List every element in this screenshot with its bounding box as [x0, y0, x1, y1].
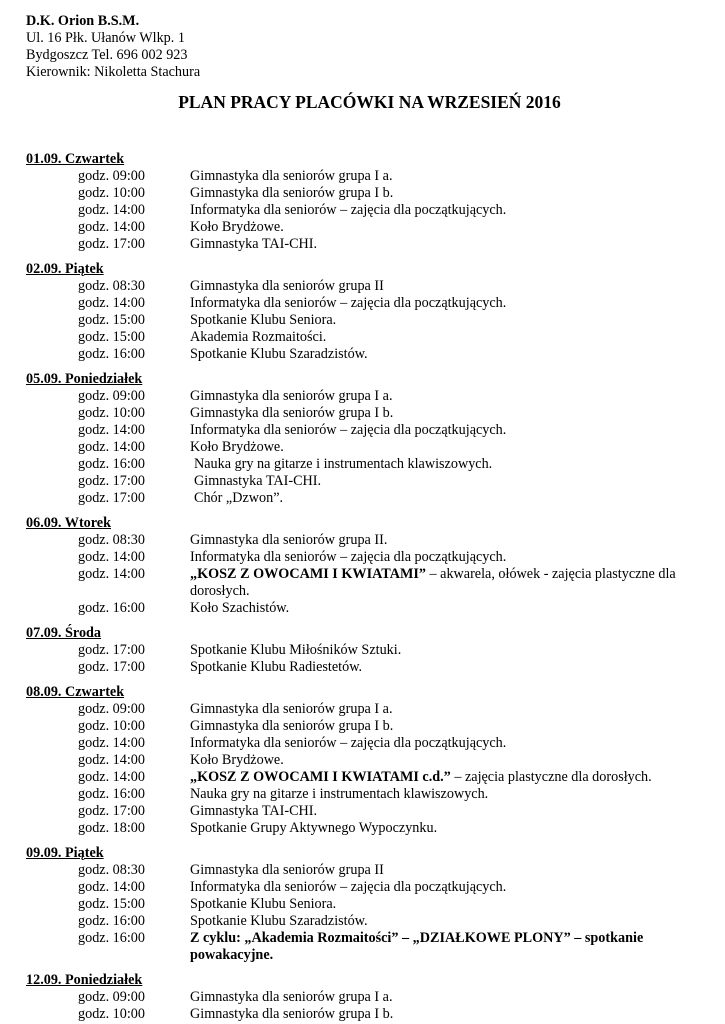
schedule-entry: [26, 236, 706, 253]
day-block: [26, 371, 706, 507]
schedule-entry: [26, 168, 706, 185]
day-spacer: [26, 676, 706, 684]
organization-address: Ul. 16 Płk. Ułanów Wlkp. 1: [26, 30, 185, 46]
entry-time: godz. 17:00: [78, 642, 145, 658]
entry-time: godz. 17:00: [78, 236, 145, 252]
entry-activity-text: Koło Brydżowe.: [190, 219, 284, 235]
entry-activity-text: Koło Szachistów.: [190, 600, 290, 616]
entry-activity-text: Gimnastyka dla seniorów grupa II: [190, 278, 384, 294]
schedule-entry: [26, 388, 706, 405]
day-spacer: [26, 837, 706, 845]
entry-time: godz. 10:00: [78, 1006, 145, 1022]
entry-activity: [180, 769, 706, 786]
entry-activity-text: Chór „Dzwon”.: [194, 490, 284, 506]
day-block: [26, 151, 706, 253]
schedule-entry: [26, 295, 706, 312]
entry-activity: [180, 752, 706, 769]
day-spacer: [26, 964, 706, 972]
entry-activity-text: Akademia Rozmaitości.: [190, 329, 327, 345]
entry-activity-text: Informatyka dla seniorów – zajęcia dla początkujących.: [190, 202, 507, 218]
entry-activity: [180, 346, 706, 363]
entry-activity-text: Informatyka dla seniorów – zajęcia dla początkujących.: [190, 422, 507, 438]
schedule-entry: [26, 278, 706, 295]
entry-activity: [180, 930, 706, 964]
schedule-entry: [26, 913, 706, 930]
schedule-entry: [26, 659, 706, 676]
schedule-entry: [26, 473, 706, 490]
entry-time: godz. 16:00: [78, 456, 145, 472]
schedule-entry: [26, 803, 706, 820]
entry-time: godz. 17:00: [78, 490, 145, 506]
schedule-entry: [26, 219, 706, 236]
entry-activity-text: Spotkanie Klubu Szaradzistów.: [190, 346, 368, 362]
schedule-entry: [26, 879, 706, 896]
entry-activity: [180, 202, 706, 219]
entry-time: godz. 08:30: [78, 532, 145, 548]
entry-time: godz. 14:00: [78, 202, 145, 218]
entry-time: godz. 08:30: [78, 278, 145, 294]
entry-time: godz. 16:00: [78, 913, 145, 929]
schedule-entry: [26, 701, 706, 718]
schedule-entry: [26, 202, 706, 219]
day-spacer: [26, 253, 706, 261]
schedule-entry: [26, 896, 706, 913]
organization-header: [26, 13, 426, 81]
entry-time: godz. 08:30: [78, 862, 145, 878]
entry-activity: [180, 473, 706, 490]
entry-activity: [180, 896, 706, 913]
entry-activity: [180, 278, 706, 295]
schedule-entry: [26, 439, 706, 456]
day-block: [26, 261, 706, 363]
entry-activity: [180, 422, 706, 439]
day-spacer: [26, 507, 706, 515]
schedule-entry: [26, 1006, 706, 1023]
day-block: [26, 845, 706, 964]
entry-activity-text: Spotkanie Klubu Miłośników Sztuki.: [190, 642, 402, 658]
entry-activity-text: Informatyka dla seniorów – zajęcia dla początkujących.: [190, 549, 507, 565]
schedule-entry: [26, 329, 706, 346]
entry-activity: [180, 405, 706, 422]
entry-time: godz. 16:00: [78, 930, 145, 946]
entry-activity: [180, 659, 706, 676]
day-spacer: [26, 617, 706, 625]
schedule-entry: [26, 930, 706, 964]
day-heading: 06.09. Wtorek: [26, 515, 111, 531]
entry-time: godz. 09:00: [78, 989, 145, 1005]
schedule: [26, 151, 706, 1023]
entry-time: godz. 16:00: [78, 786, 145, 802]
entry-activity: [180, 600, 706, 617]
schedule-entry: [26, 346, 706, 363]
entry-activity: [180, 718, 706, 735]
entry-activity-text: Koło Brydżowe.: [190, 752, 284, 768]
entry-activity: [180, 168, 706, 185]
entry-time: godz. 14:00: [78, 735, 145, 751]
entry-activity-highlight: „KOSZ Z OWOCAMI I KWIATAMI”: [190, 566, 426, 582]
entry-time: godz. 14:00: [78, 295, 145, 311]
entry-activity: [180, 803, 706, 820]
entry-activity: [180, 879, 706, 896]
entry-activity-highlight: „KOSZ Z OWOCAMI I KWIATAMI c.d.”: [190, 769, 451, 785]
schedule-entry: [26, 786, 706, 803]
day-heading: 05.09. Poniedziałek: [26, 371, 143, 387]
entry-time: godz. 15:00: [78, 312, 145, 328]
day-block: [26, 972, 706, 1023]
entry-activity-text: Koło Brydżowe.: [190, 439, 284, 455]
entry-time: godz. 17:00: [78, 473, 145, 489]
schedule-entry: [26, 600, 706, 617]
entry-time: godz. 09:00: [78, 388, 145, 404]
entry-time: godz. 09:00: [78, 701, 145, 717]
entry-time: godz. 14:00: [78, 549, 145, 565]
entry-activity: [180, 312, 706, 329]
entry-activity-text: Spotkanie Klubu Radiestetów.: [190, 659, 363, 675]
schedule-entry: [26, 490, 706, 507]
entry-time: godz. 09:00: [78, 168, 145, 184]
entry-activity: [180, 236, 706, 253]
day-spacer: [26, 363, 706, 371]
entry-activity: [180, 1006, 706, 1023]
entry-time: godz. 10:00: [78, 718, 145, 734]
entry-time: godz. 14:00: [78, 769, 145, 785]
schedule-entry: [26, 532, 706, 549]
day-heading: 02.09. Piątek: [26, 261, 104, 277]
day-heading: 01.09. Czwartek: [26, 151, 125, 167]
entry-activity-text: Gimnastyka dla seniorów grupa I a.: [190, 168, 393, 184]
entry-activity-text: Spotkanie Grupy Aktywnego Wypoczynku.: [190, 820, 438, 836]
entry-activity: [180, 642, 706, 659]
entry-time: godz. 18:00: [78, 820, 145, 836]
entry-activity-text: Nauka gry na gitarze i instrumentach klawiszowych.: [190, 786, 489, 802]
schedule-entry: [26, 718, 706, 735]
entry-time: godz. 16:00: [78, 346, 145, 362]
day-heading: 09.09. Piątek: [26, 845, 104, 861]
entry-time: godz. 10:00: [78, 405, 145, 421]
entry-activity-text: Gimnastyka dla seniorów grupa I b.: [190, 185, 394, 201]
entry-time: godz. 15:00: [78, 896, 145, 912]
day-heading: 12.09. Poniedziałek: [26, 972, 143, 988]
entry-activity: [180, 989, 706, 1006]
entry-activity-text: Spotkanie Klubu Seniora.: [190, 896, 337, 912]
entry-activity-text: – akwarela, ołówek - zajęcia plastyczne dla dorosłych.: [190, 566, 676, 599]
entry-activity-text: Nauka gry na gitarze i instrumentach klawiszowych.: [194, 456, 493, 472]
schedule-entry: [26, 769, 706, 786]
entry-activity: [180, 219, 706, 236]
entry-activity: [180, 786, 706, 803]
document-title: PLAN PRACY PLACÓWKI NA WRZESIEŃ 2016: [178, 92, 561, 112]
schedule-entry: [26, 752, 706, 769]
entry-activity: [180, 735, 706, 752]
entry-activity-text: Gimnastyka TAI-CHI.: [194, 473, 322, 489]
entry-activity-text: Gimnastyka dla seniorów grupa I a.: [190, 388, 393, 404]
schedule-entry: [26, 185, 706, 202]
schedule-entry: [26, 312, 706, 329]
entry-activity-text: Spotkanie Klubu Szaradzistów.: [190, 913, 368, 929]
schedule-entry: [26, 422, 706, 439]
schedule-entry: [26, 549, 706, 566]
entry-time: godz. 17:00: [78, 659, 145, 675]
day-heading: 07.09. Środa: [26, 625, 102, 641]
entry-activity: [180, 329, 706, 346]
entry-activity-text: Gimnastyka dla seniorów grupa II.: [190, 532, 388, 548]
entry-activity: [180, 532, 706, 549]
entry-activity-text: Gimnastyka dla seniorów grupa I b.: [190, 405, 394, 421]
day-block: [26, 625, 706, 676]
entry-activity-text: Gimnastyka TAI-CHI.: [190, 803, 318, 819]
entry-activity-text: Gimnastyka dla seniorów grupa I a.: [190, 701, 393, 717]
entry-activity: [180, 456, 706, 473]
entry-time: godz. 14:00: [78, 566, 145, 582]
entry-activity-text: Gimnastyka TAI-CHI.: [190, 236, 318, 252]
entry-time: godz. 14:00: [78, 879, 145, 895]
organization-city-phone: Bydgoszcz Tel. 696 002 923: [26, 47, 188, 63]
entry-time: godz. 10:00: [78, 185, 145, 201]
entry-activity-text: Spotkanie Klubu Seniora.: [190, 312, 337, 328]
entry-activity-text: Gimnastyka dla seniorów grupa II: [190, 862, 384, 878]
entry-activity: [180, 490, 706, 507]
schedule-entry: [26, 642, 706, 659]
entry-activity: [180, 913, 706, 930]
entry-activity: [180, 388, 706, 405]
organization-manager: Kierownik: Nikoletta Stachura: [26, 64, 201, 80]
entry-activity-text: Gimnastyka dla seniorów grupa I b.: [190, 718, 394, 734]
entry-activity: [180, 862, 706, 879]
entry-activity-text: Gimnastyka dla seniorów grupa I a.: [190, 989, 393, 1005]
entry-time: godz. 17:00: [78, 803, 145, 819]
schedule-entry: [26, 989, 706, 1006]
schedule-entry: [26, 862, 706, 879]
entry-time: godz. 14:00: [78, 752, 145, 768]
day-heading: 08.09. Czwartek: [26, 684, 125, 700]
organization-name: D.K. Orion B.S.M.: [26, 13, 140, 29]
day-block: [26, 515, 706, 617]
schedule-entry: [26, 820, 706, 837]
schedule-entry: [26, 405, 706, 422]
entry-activity: [180, 185, 706, 202]
entry-activity: [180, 820, 706, 837]
entry-time: godz. 14:00: [78, 219, 145, 235]
entry-time: godz. 14:00: [78, 439, 145, 455]
schedule-entry: [26, 456, 706, 473]
entry-activity: [180, 549, 706, 566]
entry-activity-text: Gimnastyka dla seniorów grupa I b.: [190, 1006, 394, 1022]
entry-activity: [180, 701, 706, 718]
entry-activity-text: Informatyka dla seniorów – zajęcia dla początkujących.: [190, 879, 507, 895]
entry-time: godz. 15:00: [78, 329, 145, 345]
entry-activity-text: Informatyka dla seniorów – zajęcia dla początkujących.: [190, 295, 507, 311]
entry-activity: [180, 439, 706, 456]
entry-time: godz. 16:00: [78, 600, 145, 616]
schedule-entry: [26, 735, 706, 752]
entry-activity-text: Informatyka dla seniorów – zajęcia dla początkujących.: [190, 735, 507, 751]
day-block: [26, 684, 706, 837]
entry-activity: [180, 566, 706, 600]
entry-activity-text: – zajęcia plastyczne dla dorosłych.: [450, 769, 652, 785]
entry-activity: [180, 295, 706, 312]
entry-time: godz. 14:00: [78, 422, 145, 438]
schedule-entry: [26, 566, 706, 600]
entry-activity-highlight: Z cyklu: „Akademia Rozmaitości” – „DZIAŁKOWE PLONY” – spotkanie powakacyjne.: [190, 930, 644, 963]
